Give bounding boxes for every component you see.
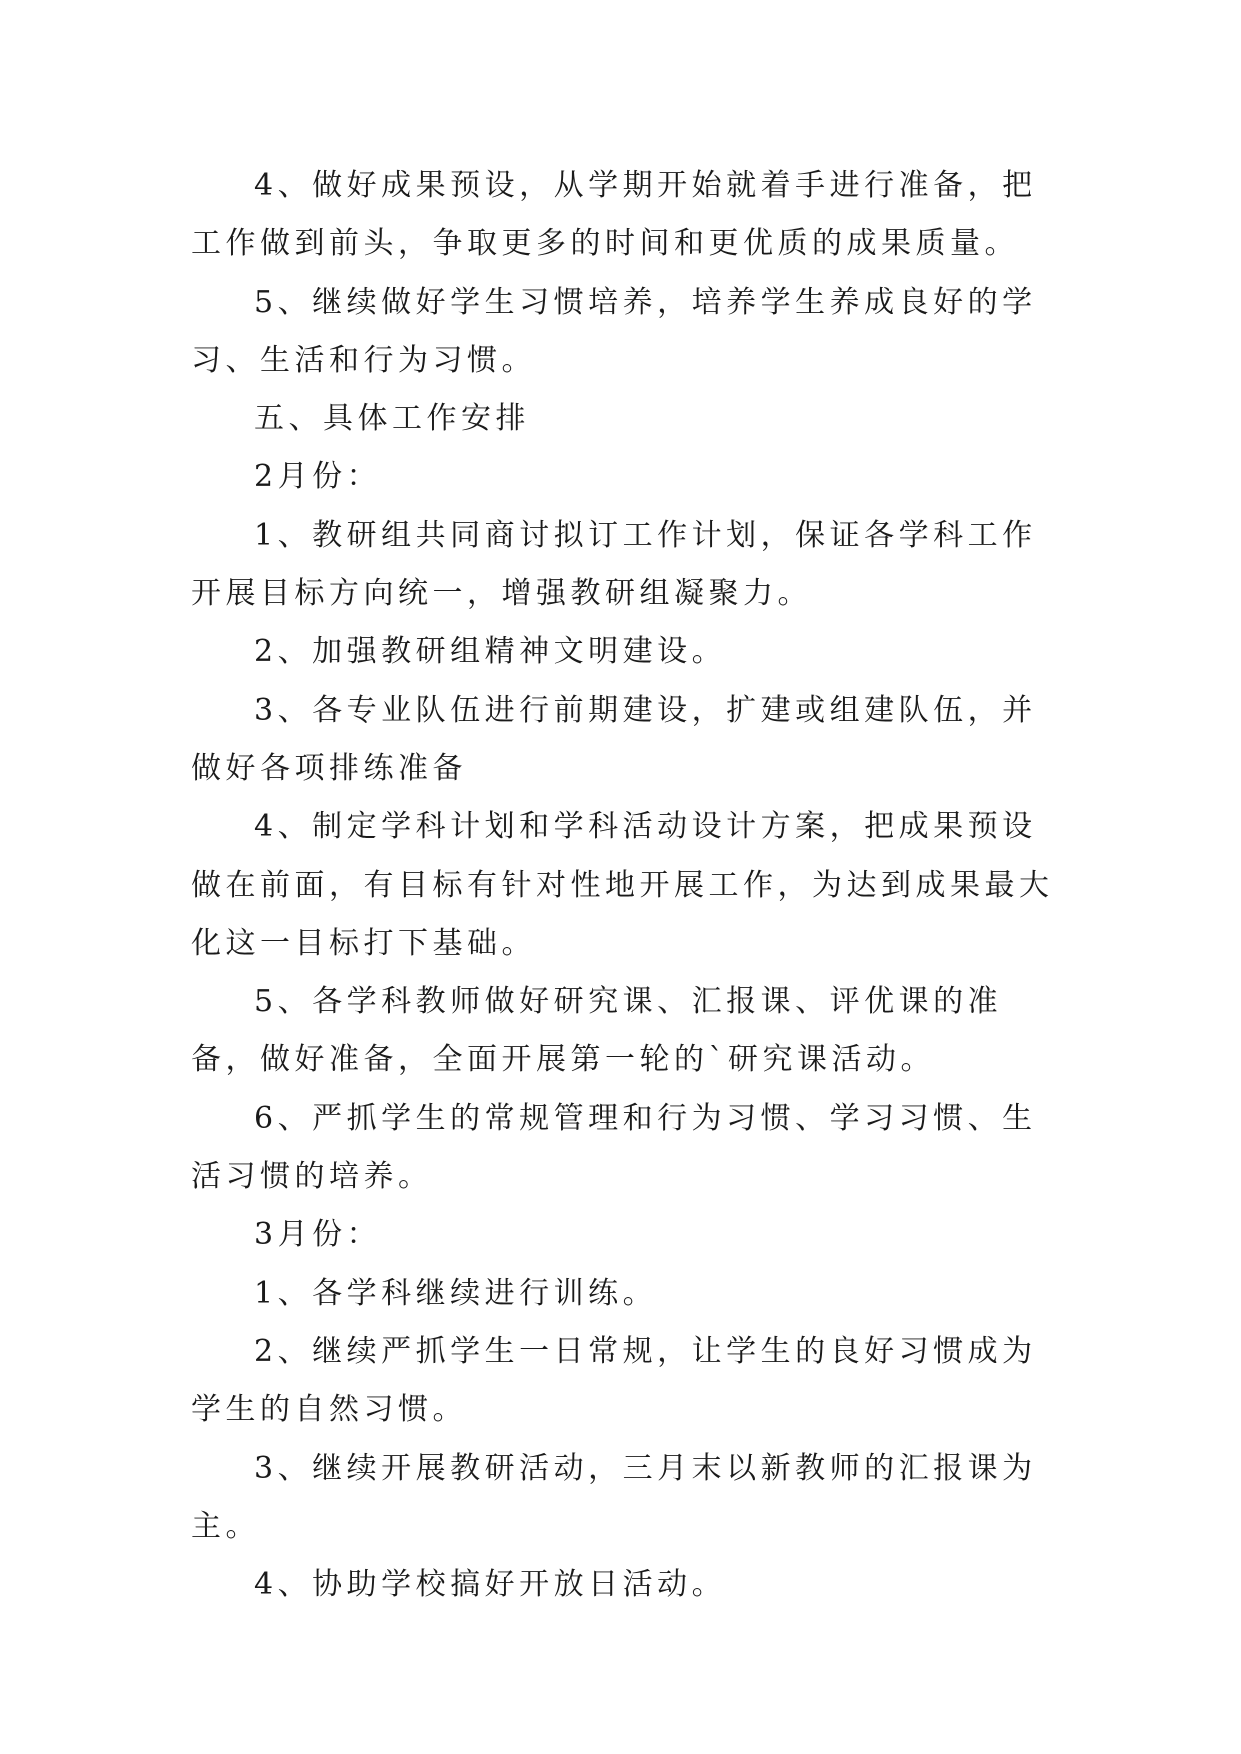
paragraph-item-5-habit-cultivation: 5、继续做好学生习惯培养，培养学生养成良好的学习、生活和行为习惯。 — [191, 284, 1037, 378]
paragraph-item-4-results-preset: 4、做好成果预设，从学期开始就着手进行准备，把工作做到前头，争取更多的时间和更优质的成果质量。 — [191, 168, 1037, 262]
march-item-2: 2、继续严抓学生一日常规，让学生的良好习惯成为学生的自然习惯。 — [191, 1333, 1037, 1428]
month-heading-march: 3月份： — [254, 1217, 382, 1253]
section-heading-work-arrangement: 五、具体工作安排 — [254, 401, 530, 437]
document-body — [191, 157, 1071, 1614]
february-item-2: 2、加强教研组精神文明建设。 — [254, 634, 727, 670]
february-item-4: 4、制定学科计划和学科活动设计方案，把成果预设做在前面，有目标有针对性地开展工作，为达到成果最大化这一目标打下基础。 — [191, 809, 1054, 961]
march-item-3: 3、继续开展教研活动，三月末以新教师的汇报课为主。 — [191, 1450, 1037, 1544]
february-item-5: 5、各学科教师做好研究课、汇报课、评优课的准备，做好准备，全面开展第一轮的`研究课活动。 — [191, 984, 1003, 1078]
february-item-1: 1、教研组共同商讨拟订工作计划，保证各学科工作开展目标方向统一，增强教研组凝聚力。 — [191, 517, 1037, 612]
march-item-4: 4、协助学校搞好开放日活动。 — [254, 1567, 727, 1603]
month-heading-february: 2月份： — [254, 459, 382, 495]
february-item-6: 6、严抓学生的常规管理和行为习惯、学习习惯、生活习惯的培养。 — [191, 1100, 1037, 1195]
february-item-3: 3、各专业队伍进行前期建设，扩建或组建队伍，并做好各项排练准备 — [191, 692, 1037, 786]
march-item-1: 1、各学科继续进行训练。 — [254, 1275, 658, 1311]
